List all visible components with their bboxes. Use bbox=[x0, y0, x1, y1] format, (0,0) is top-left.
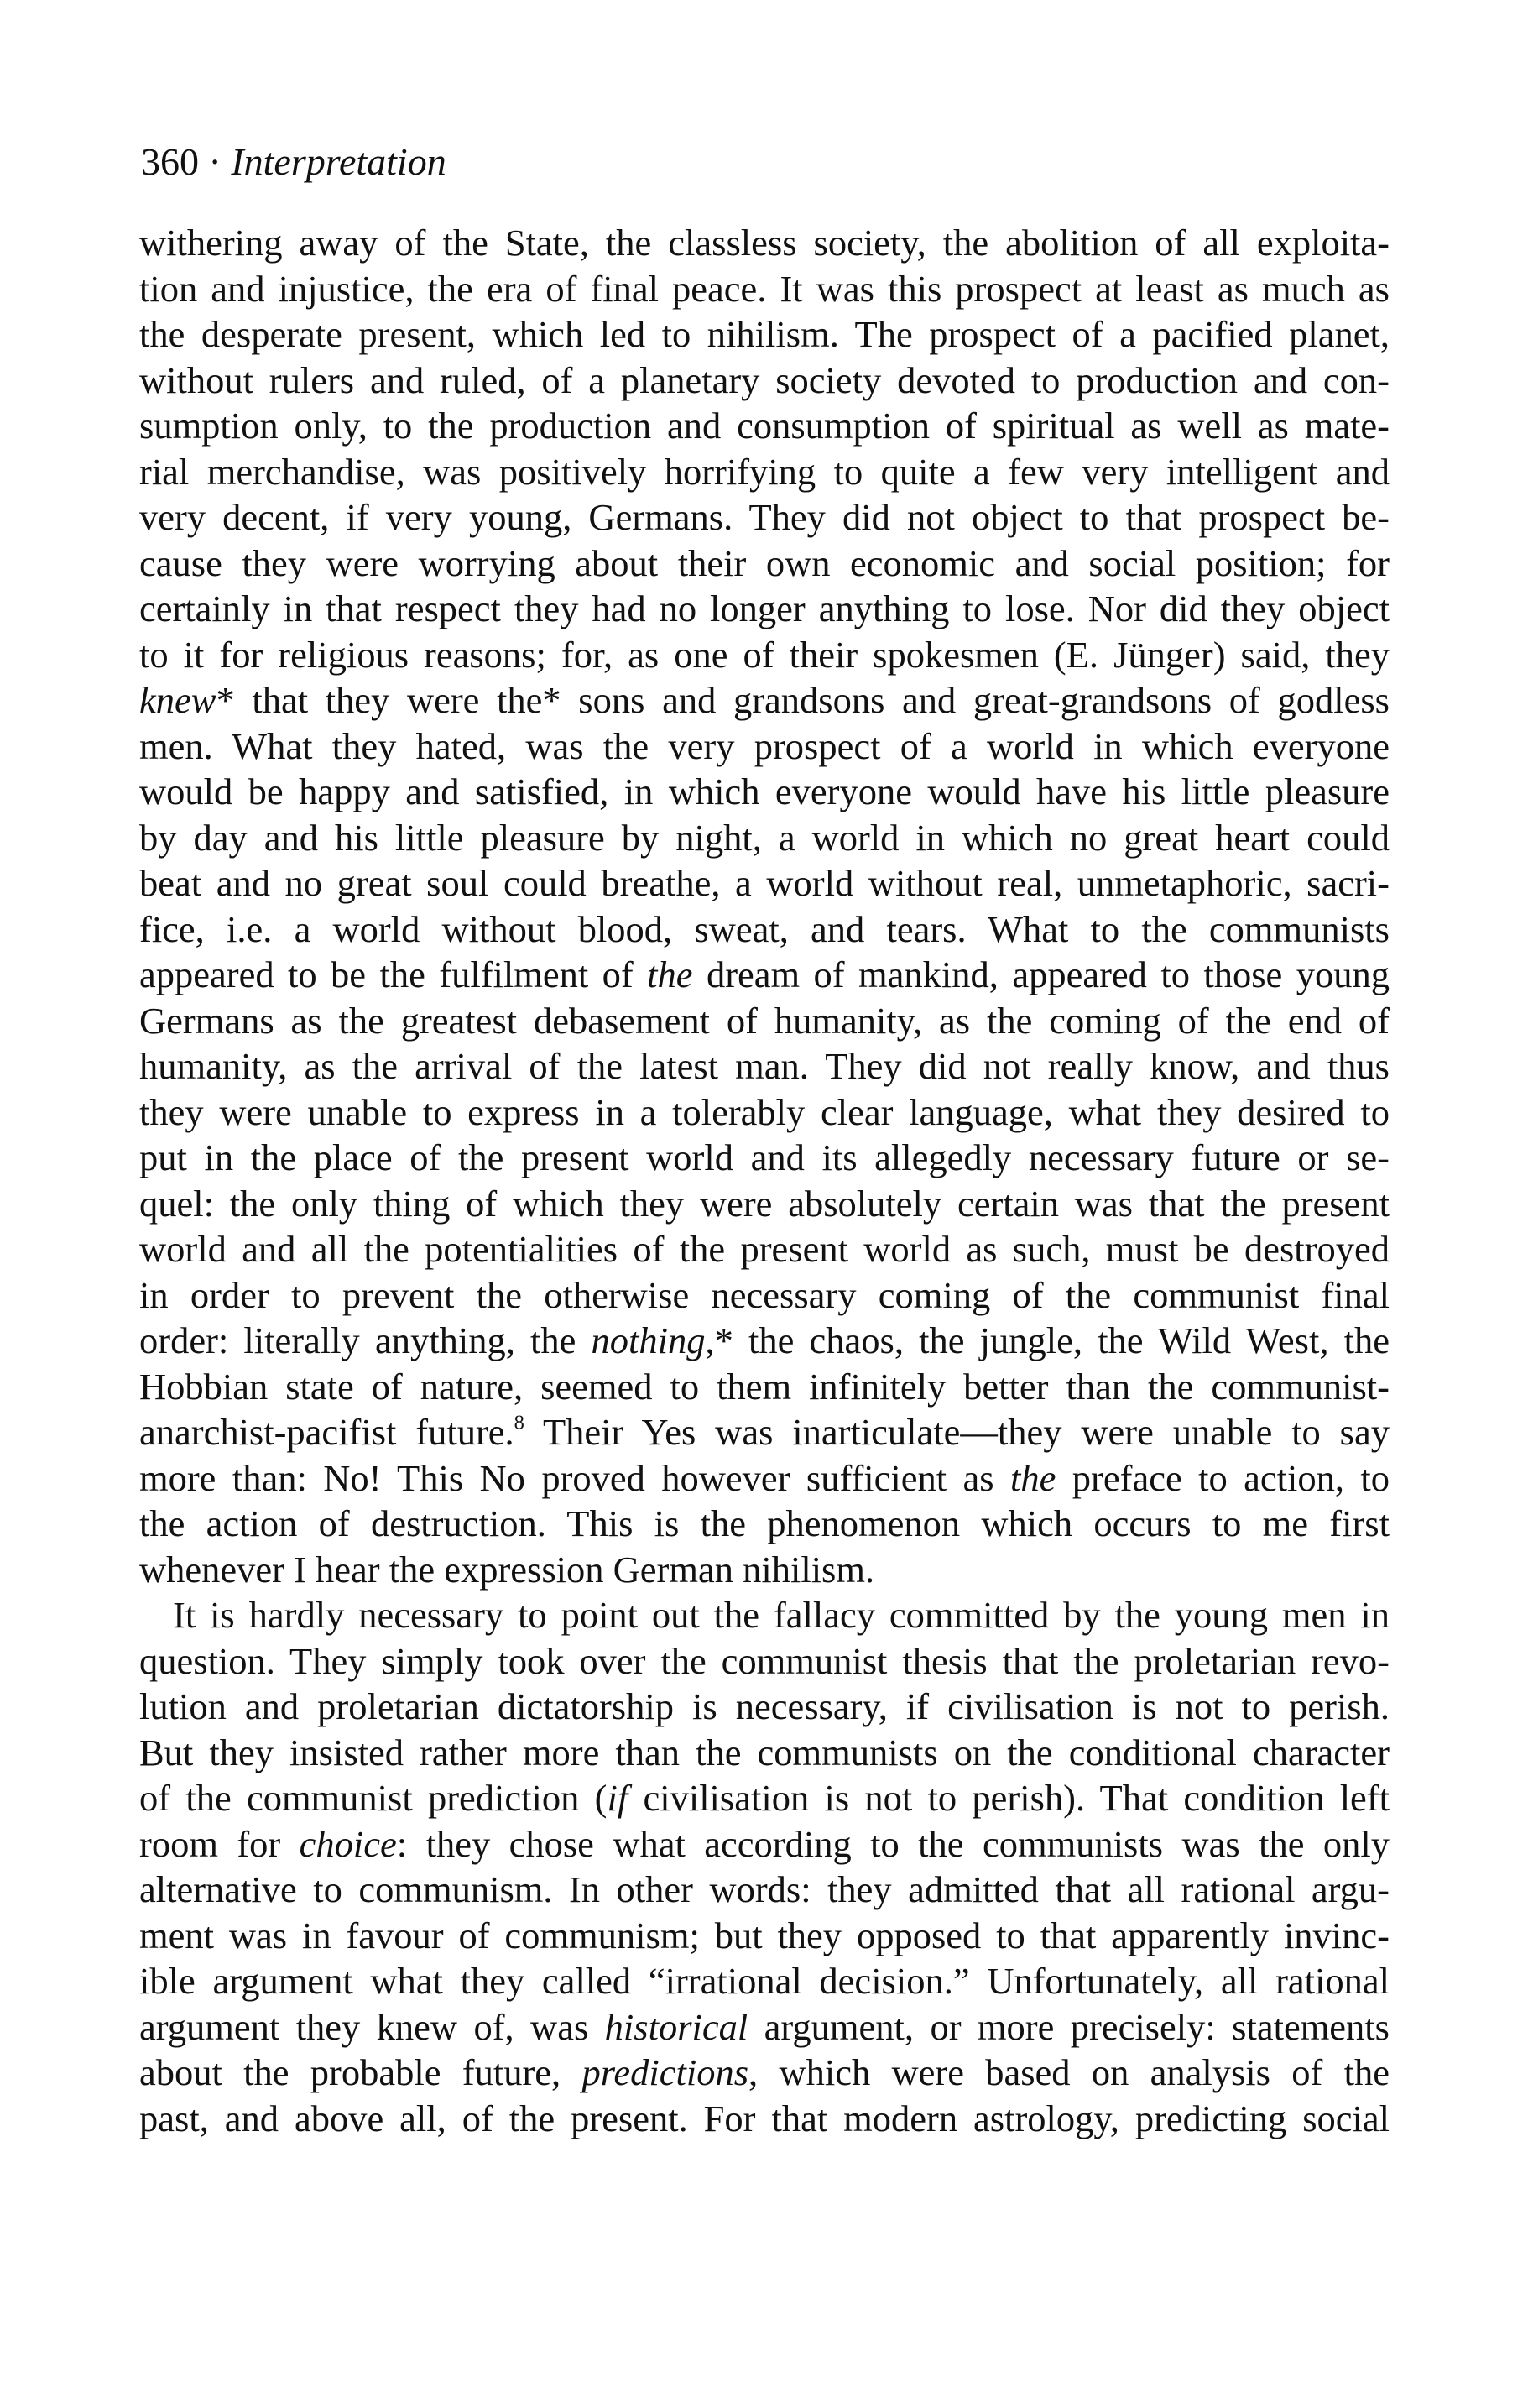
text-segment: But they insisted rather more than the communists on the conditional character bbox=[139, 1731, 1390, 1773]
emphasis: historical bbox=[604, 2005, 748, 2048]
text-segment: Hobbian state of nature, seemed to them infinitely better than the communist- bbox=[139, 1365, 1390, 1408]
text-line bbox=[139, 1638, 1390, 1685]
text-line bbox=[139, 815, 1390, 861]
text-segment: civilisation is not to perish). That condition left bbox=[628, 1777, 1390, 1819]
text-line bbox=[139, 1821, 1390, 1867]
text-segment: appeared to be the fulfilment of bbox=[139, 953, 648, 995]
text-segment: whenever I hear the expression German nihilism. bbox=[139, 1548, 875, 1591]
text-segment: tion and injustice, the era of final peace. It was this prospect at least as much as bbox=[139, 267, 1390, 310]
text-segment: Germans as the greatest debasement of humanity, as the coming of the end of bbox=[139, 999, 1390, 1042]
running-head-title: Interpretation bbox=[231, 140, 446, 183]
text-line bbox=[139, 1135, 1390, 1181]
text-segment: withering away of the State, the classless society, the abolition of all exploita- bbox=[139, 222, 1390, 264]
text-segment: to it for religious reasons; for, as one of their spokesmen (E. Jünger) said, they bbox=[139, 633, 1390, 676]
text-segment: world and all the potentialities of the present world as such, must be destroyed bbox=[139, 1228, 1390, 1270]
text-line bbox=[139, 2004, 1390, 2050]
text-line bbox=[139, 1364, 1390, 1410]
text-line bbox=[139, 1455, 1390, 1502]
text-segment: very decent, if very young, Germans. They did not object to that prospect be- bbox=[139, 496, 1390, 538]
text-line bbox=[139, 1318, 1390, 1364]
text-segment: certainly in that respect they had no longer anything to lose. Nor did they object bbox=[139, 588, 1390, 629]
text-segment: the desperate present, which led to nihilism. The prospect of a pacified planet, bbox=[139, 313, 1390, 355]
text-segment: room for bbox=[139, 1822, 300, 1865]
text-line bbox=[139, 541, 1390, 587]
text-line bbox=[139, 494, 1390, 541]
text-line bbox=[139, 266, 1390, 312]
text-segment: It is hardly necessary to point out the fallacy committed by the young men in bbox=[173, 1594, 1390, 1636]
text-segment: would be happy and satisfied, in which everyone would have his little pleasure bbox=[139, 770, 1390, 812]
text-line bbox=[139, 1592, 1390, 1638]
text-segment: in order to prevent the otherwise necessary coming of the communist final bbox=[139, 1273, 1390, 1316]
footnote-ref: 8 bbox=[514, 1411, 524, 1434]
text-segment: fice, i.e. a world without blood, sweat, and tears. What to the communists bbox=[139, 907, 1390, 950]
text-line bbox=[139, 769, 1390, 815]
text-line bbox=[139, 1730, 1390, 1776]
text-segment: order: literally anything, the bbox=[139, 1319, 592, 1361]
text-line bbox=[139, 632, 1390, 678]
paragraph bbox=[139, 220, 1390, 1592]
text-segment: rial merchandise, was positively horrifying to quite a few very intelligent and bbox=[139, 450, 1390, 493]
text-line bbox=[139, 586, 1390, 632]
text-segment: : they chose what according to the communists was the only bbox=[396, 1822, 1390, 1865]
text-line bbox=[139, 952, 1390, 998]
text-segment: * that they were the* sons and grandsons and great-grandsons of godless bbox=[216, 679, 1390, 721]
text-line bbox=[139, 1226, 1390, 1272]
emphasis: if bbox=[607, 1777, 628, 1819]
text-segment: preface to action, to bbox=[1056, 1456, 1390, 1499]
text-segment: more than: No! This No proved however sufficient as bbox=[139, 1456, 1011, 1499]
text-line bbox=[139, 449, 1390, 495]
text-line bbox=[139, 1181, 1390, 1227]
text-segment: ,* the chaos, the jungle, the Wild West, the bbox=[705, 1319, 1390, 1361]
text-segment: , which were based on analysis of the bbox=[748, 2051, 1390, 2093]
text-segment: alternative to communism. In other words: they admitted that all rational argu- bbox=[139, 1868, 1390, 1910]
text-segment: Their Yes was inarticulate—they were unable to say bbox=[524, 1411, 1390, 1453]
text-line bbox=[139, 220, 1390, 266]
text-segment: beat and no great soul could breathe, a world without real, unmetaphoric, sacri- bbox=[139, 862, 1390, 904]
emphasis: the bbox=[647, 953, 693, 995]
text-segment: about the probable future, bbox=[139, 2051, 582, 2093]
running-head-separator: · bbox=[199, 140, 232, 183]
text-segment: ible argument what they called “irrational decision.” Unfortunately, all rational bbox=[139, 1960, 1390, 2002]
text-line bbox=[139, 1958, 1390, 2004]
text-segment: ment was in favour of communism; but they opposed to that apparently invinc- bbox=[139, 1914, 1390, 1956]
text-line bbox=[139, 1272, 1390, 1319]
text-segment: past, and above all, of the present. For that modern astrology, predicting social bbox=[139, 2097, 1390, 2139]
paragraph bbox=[139, 1592, 1390, 2141]
text-segment: humanity, as the arrival of the latest man. They did not really know, and thus bbox=[139, 1045, 1390, 1087]
text-segment: argument they knew of, was bbox=[139, 2005, 605, 2048]
text-line bbox=[139, 2096, 1390, 2142]
text-line bbox=[139, 860, 1390, 906]
emphasis: nothing bbox=[591, 1319, 706, 1361]
text-segment: quel: the only thing of which they were absolutely certain was that the present bbox=[139, 1182, 1390, 1225]
text-line bbox=[139, 1089, 1390, 1136]
text-segment: of the communist prediction ( bbox=[139, 1777, 608, 1819]
text-line bbox=[139, 906, 1390, 953]
text-line bbox=[139, 1501, 1390, 1547]
text-line bbox=[139, 1913, 1390, 1959]
text-line bbox=[139, 2050, 1390, 2096]
emphasis: choice bbox=[299, 1822, 397, 1865]
text-segment: sumption only, to the production and consumption of spiritual as well as mate- bbox=[139, 405, 1390, 447]
text-segment: anarchist-pacifist future. bbox=[139, 1411, 514, 1453]
text-line bbox=[139, 1684, 1390, 1730]
text-line bbox=[139, 1409, 1390, 1455]
text-segment: they were unable to express in a tolerably clear language, what they desired to bbox=[139, 1090, 1390, 1133]
running-head bbox=[141, 137, 446, 187]
text-segment: without rulers and ruled, of a planetary society devoted to production and con- bbox=[139, 358, 1390, 401]
text-line bbox=[139, 677, 1390, 723]
text-segment: question. They simply took over the communist thesis that the proletarian revo- bbox=[139, 1639, 1390, 1682]
emphasis: the bbox=[1010, 1456, 1056, 1499]
text-line bbox=[139, 998, 1390, 1044]
text-segment: cause they were worrying about their own economic and social position; for bbox=[139, 541, 1390, 584]
text-line bbox=[139, 1867, 1390, 1913]
text-line bbox=[139, 311, 1390, 358]
text-segment: men. What they hated, was the very prospect of a world in which everyone bbox=[139, 724, 1390, 767]
text-line bbox=[139, 723, 1390, 770]
text-segment: argument, or more precisely: statements bbox=[748, 2005, 1390, 2048]
text-segment: dream of mankind, appeared to those young bbox=[692, 953, 1390, 995]
emphasis: knew bbox=[139, 679, 216, 721]
emphasis: predictions bbox=[581, 2051, 749, 2093]
text-line bbox=[139, 403, 1390, 449]
text-line bbox=[139, 358, 1390, 404]
text-line bbox=[139, 1043, 1390, 1089]
text-line bbox=[139, 1775, 1390, 1821]
text-line bbox=[139, 1547, 1390, 1593]
text-segment: put in the place of the present world and its allegedly necessary future or se- bbox=[139, 1136, 1390, 1178]
body-text bbox=[139, 220, 1390, 2141]
text-segment: by day and his little pleasure by night, a world in which no great heart could bbox=[139, 816, 1390, 859]
text-segment: the action of destruction. This is the phenomenon which occurs to me first bbox=[139, 1502, 1390, 1544]
text-segment: lution and proletarian dictatorship is necessary, if civilisation is not to perish. bbox=[139, 1685, 1390, 1727]
page-number: 360 bbox=[141, 140, 199, 183]
